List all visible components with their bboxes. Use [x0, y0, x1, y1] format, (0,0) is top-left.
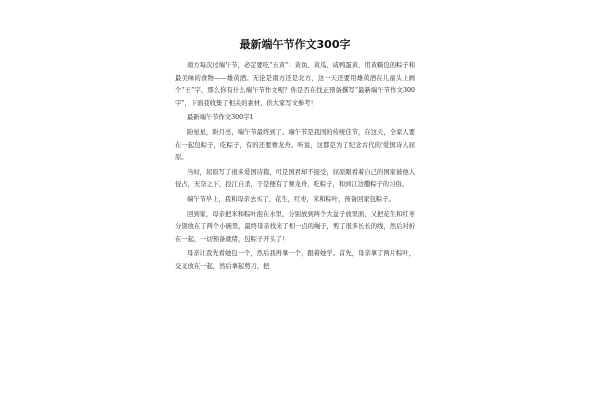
paragraph-4: 回到家，母亲把米和粽叶泡在水里，分别放到两个大盆子放里面，又把花生和红枣分别放在了两个小碗里，最终母亲找来了相一点的绳子，剪了很多长长的线，然后对折在一起，一切预备就绪，包粽子开头了！: [175, 210, 415, 243]
paragraph-5: 母亲让我先看她包一个，然后我再拿一个，跟着她学。首先，母亲拿了两片粽叶，交叉放在一起，然后拿起剪刀，把: [175, 250, 415, 270]
document-body: [175, 36, 415, 276]
paragraph-2: 当时，屈原写了很多爱国诗篇，可是国君却不接受，屈原眼看着自己的国家被他人侵占，无奈之下，投江自杀，于是便有了赛龙舟，吃粽子，和到江边撒粽子的习俗。: [175, 168, 415, 189]
paragraph-3: 端午节早上，我和母亲去买了，花生，红枣，米和粽叶，预备回家包粽子。: [187, 195, 395, 203]
document-title: 最新端午节作文300字: [239, 38, 351, 51]
intro-paragraph: 南方每次过端午节，必定要吃“五黄”：黄鱼、黄瓜、咸鸭蛋黄、用黄糯包的粽子和最美味的食物——雄黄酒。无论是南方还是北方，这一天还要用雄黄酒在儿童头上画个“王”字，那么你有什么端午节作文呢？你是否在找正预备撰写“最新端午节作文300字”，下面我收集了相关的素材，供大家写文参考！: [175, 62, 415, 107]
paragraph-1: 盼星星，盼月亮，端午节最终到了。端午节是我国的传统佳节，在这天，全家人要在一起包粽子，吃粽子，有的还要赛龙舟。听说，这都是为了纪念古代的'爱国诗人屈原。: [175, 128, 415, 162]
section-heading: 最新端午节作文300字1: [187, 114, 254, 122]
